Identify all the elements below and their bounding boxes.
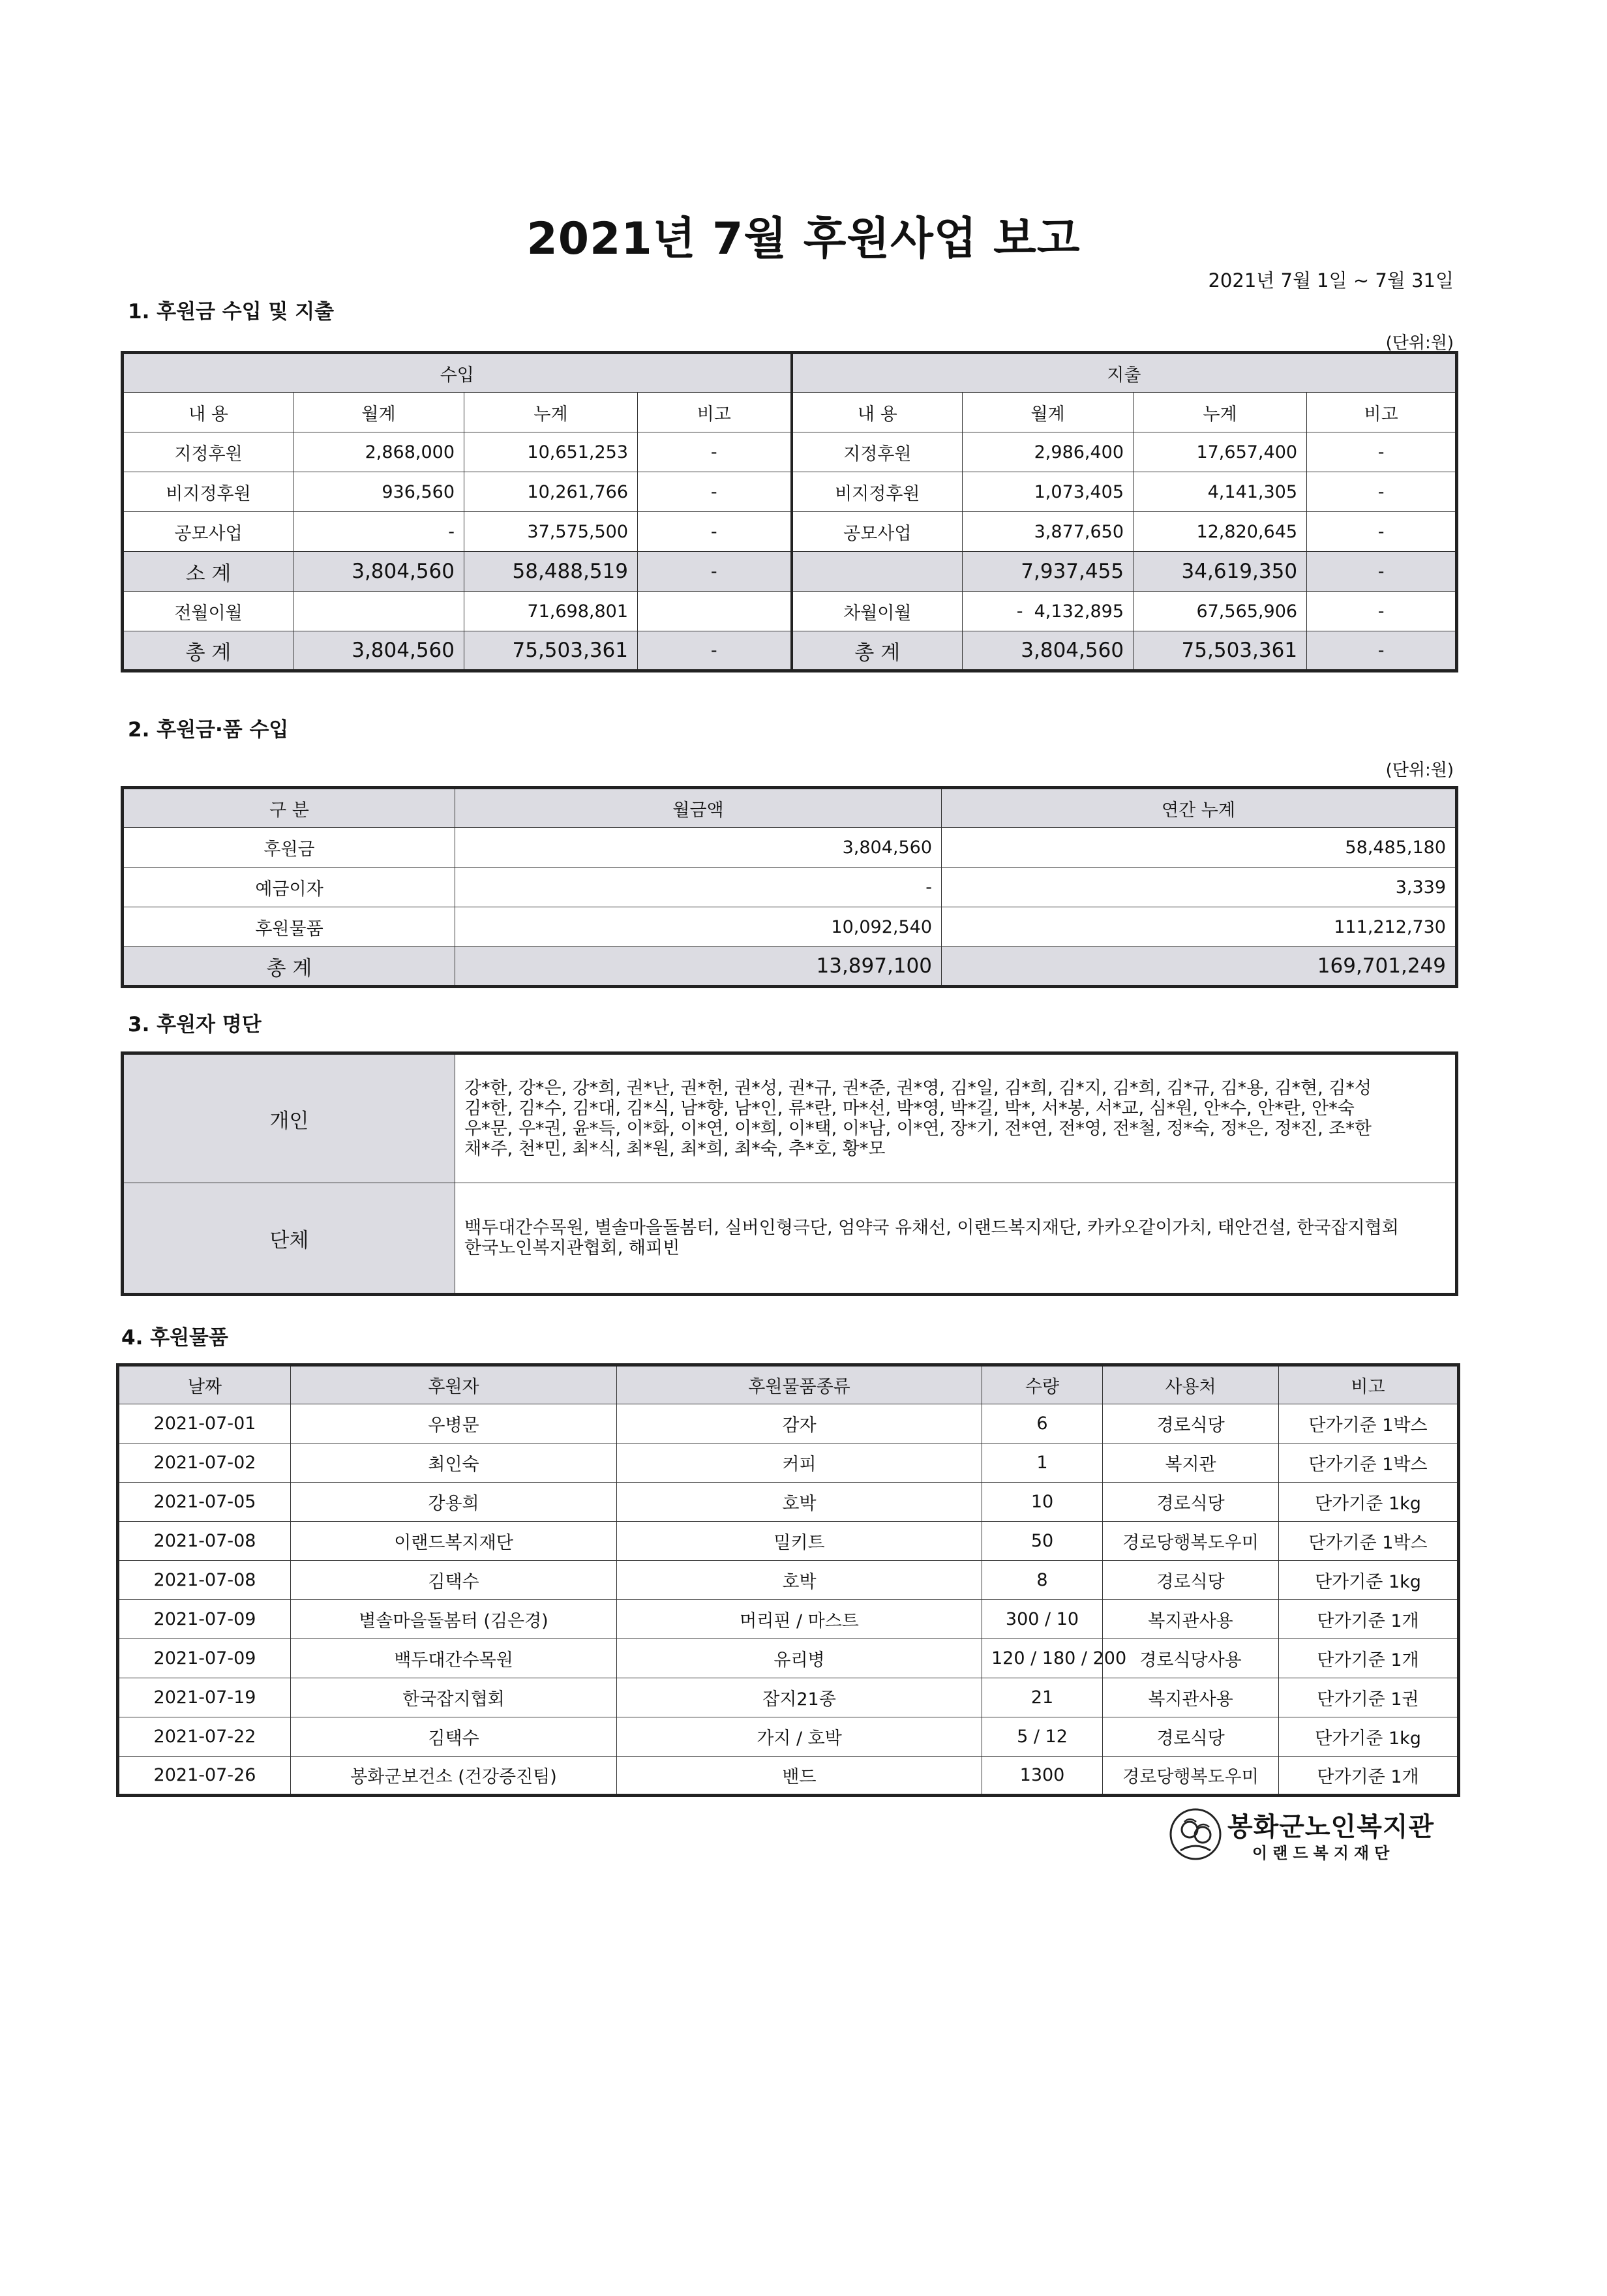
table-cell: 17,657,400: [1134, 432, 1307, 472]
section2-heading: 2. 후원금·품 수입: [128, 718, 289, 742]
group-donors-row: [123, 1183, 1457, 1295]
report-period: 2021년 7월 1일 ~ 7월 31일: [1208, 269, 1454, 292]
table-row: [123, 512, 1457, 552]
table-cell: 총 계: [792, 631, 963, 671]
column-header: 월금액: [455, 788, 942, 828]
table-cell: 58,485,180: [942, 828, 1457, 868]
table-cell: 복지관사용: [1103, 1600, 1279, 1639]
table-row: [123, 592, 1457, 631]
table-cell: 예금이자: [123, 868, 455, 907]
table-header-row: [123, 353, 1457, 393]
table-cell: -: [638, 631, 792, 671]
table-cell: -: [1307, 472, 1457, 512]
expense-header: 지출: [792, 353, 1457, 393]
table-cell: 120 / 180 / 200: [982, 1639, 1103, 1678]
table-cell: 지정후원: [792, 432, 963, 472]
individual-label: 개인: [123, 1053, 455, 1183]
table-cell: -: [638, 472, 792, 512]
table-cell: 감자: [617, 1404, 982, 1443]
table-cell: 단가기준 1kg: [1279, 1561, 1459, 1600]
table-cell: -: [1307, 512, 1457, 552]
table-cell: 1: [982, 1443, 1103, 1483]
table-row: [118, 1678, 1459, 1717]
table-cell: 봉화군보건소 (건강증진팀): [291, 1757, 617, 1796]
table-cell: 비지정후원: [792, 472, 963, 512]
table-cell: [293, 592, 464, 631]
table-row: [123, 907, 1457, 947]
column-header: 월계: [293, 393, 464, 432]
table-cell: 호박: [617, 1561, 982, 1600]
table-row: [123, 432, 1457, 472]
table-row: [123, 472, 1457, 512]
table-cell: 1300: [982, 1757, 1103, 1796]
table-cell: 67,565,906: [1134, 592, 1307, 631]
section3-heading: 3. 후원자 명단: [128, 1013, 262, 1036]
table-cell: 차월이월: [792, 592, 963, 631]
table-cell: 단가기준 1개: [1279, 1600, 1459, 1639]
table-row: [118, 1404, 1459, 1443]
table-cell: 김택수: [291, 1561, 617, 1600]
table-cell: 밀키트: [617, 1522, 982, 1561]
table-row: [118, 1483, 1459, 1522]
table-cell: 7,937,455: [963, 552, 1134, 592]
donation-income-table: [121, 786, 1458, 988]
section1-unit: (단위:원): [1385, 333, 1454, 353]
table-cell: 3,877,650: [963, 512, 1134, 552]
individual-donors-row: [123, 1053, 1457, 1183]
table-cell: 총 계: [123, 631, 293, 671]
donor-line: 백두대간수목원, 별솔마을돌봄터, 실버인형극단, 엄약국 유채선, 이랜드복지재단, 카카오같이가치, 태안건설, 한국잡지협회: [464, 1218, 1399, 1238]
donor-line: 강*한, 강*은, 강*희, 권*난, 권*헌, 권*성, 권*규, 권*준, 권*영, 김*일, 김*희, 김*지, 김*희, 김*규, 김*용, 김*현, 김*성: [464, 1078, 1372, 1098]
table-cell: 후원물품: [123, 907, 455, 947]
table-cell: -: [293, 512, 464, 552]
table-cell: 2021-07-19: [118, 1678, 291, 1717]
table-cell: 단가기준 1kg: [1279, 1483, 1459, 1522]
table-cell: 우병문: [291, 1404, 617, 1443]
organization-name: 봉화군노인복지관: [1227, 1812, 1435, 1842]
column-header: 내 용: [792, 393, 963, 432]
table-cell: 공모사업: [123, 512, 293, 552]
table-cell: 비지정후원: [123, 472, 293, 512]
table-cell: [638, 592, 792, 631]
table-row: [118, 1600, 1459, 1639]
table-cell: -: [638, 512, 792, 552]
table-cell: 3,804,560: [455, 828, 942, 868]
table-cell: 10,651,253: [464, 432, 638, 472]
section1-heading: 1. 후원금 수입 및 지출: [128, 300, 335, 324]
table-row: [118, 1757, 1459, 1796]
table-cell: 별솔마을돌봄터 (김은경): [291, 1600, 617, 1639]
table-cell: 111,212,730: [942, 907, 1457, 947]
table-cell: 강용희: [291, 1483, 617, 1522]
column-header: 비고: [638, 393, 792, 432]
table-column-row: [123, 393, 1457, 432]
table-cell: 총 계: [123, 947, 455, 987]
table-row: [118, 1561, 1459, 1600]
table-cell: 전월이월: [123, 592, 293, 631]
table-cell: -: [1307, 631, 1457, 671]
table-cell: 경로당행복도우미: [1103, 1757, 1279, 1796]
total-row: [123, 947, 1457, 987]
table-cell: 단가기준 1박스: [1279, 1522, 1459, 1561]
table-header-row: [123, 788, 1457, 828]
table-cell: 75,503,361: [464, 631, 638, 671]
table-cell: -: [638, 552, 792, 592]
table-cell: 3,339: [942, 868, 1457, 907]
table-cell: 잡지21종: [617, 1678, 982, 1717]
table-cell: 300 / 10: [982, 1600, 1103, 1639]
table-row: [123, 868, 1457, 907]
table-row: [118, 1522, 1459, 1561]
section4-heading: 4. 후원물품: [121, 1326, 228, 1350]
column-header: 비고: [1307, 393, 1457, 432]
donor-list-table: [121, 1051, 1458, 1296]
donated-goods-table: [116, 1363, 1460, 1797]
table-cell: 12,820,645: [1134, 512, 1307, 552]
table-cell: 최인숙: [291, 1443, 617, 1483]
table-cell: 37,575,500: [464, 512, 638, 552]
table-cell: 김택수: [291, 1717, 617, 1757]
table-cell: 경로식당: [1103, 1717, 1279, 1757]
donor-line: 한국노인복지관협회, 해피빈: [464, 1238, 680, 1258]
column-header: 비고: [1279, 1365, 1459, 1404]
column-header: 후원자: [291, 1365, 617, 1404]
table-cell: 2021-07-22: [118, 1717, 291, 1757]
table-cell: 5 / 12: [982, 1717, 1103, 1757]
table-cell: [792, 552, 963, 592]
table-header-row: [118, 1365, 1459, 1404]
table-cell: 머리핀 / 마스트: [617, 1600, 982, 1639]
table-cell: 2021-07-01: [118, 1404, 291, 1443]
table-cell: -: [1307, 552, 1457, 592]
table-cell: 71,698,801: [464, 592, 638, 631]
table-cell: 복지관: [1103, 1443, 1279, 1483]
group-donor-names: [455, 1183, 1457, 1295]
table-cell: 2,986,400: [963, 432, 1134, 472]
table-cell: 2021-07-26: [118, 1757, 291, 1796]
organization-logo: [1167, 1804, 1441, 1865]
table-cell: 10,261,766: [464, 472, 638, 512]
column-header: 날짜: [118, 1365, 291, 1404]
seal-elderly-faces-icon: [1167, 1804, 1224, 1865]
table-cell: -: [638, 432, 792, 472]
donor-line: 김*한, 김*수, 김*대, 김*식, 남*향, 남*인, 류*란, 마*선, 박*영, 박*길, 박*, 서*봉, 서*교, 심*원, 안*수, 안*란, 안*숙: [464, 1098, 1355, 1119]
table-cell: 10,092,540: [455, 907, 942, 947]
donor-line: 채*주, 천*민, 최*식, 최*원, 최*희, 최*숙, 추*호, 황*모: [464, 1139, 886, 1159]
column-header: 내 용: [123, 393, 293, 432]
table-cell: 21: [982, 1678, 1103, 1717]
income-header: 수입: [123, 353, 792, 393]
table-cell: 936,560: [293, 472, 464, 512]
table-cell: 호박: [617, 1483, 982, 1522]
column-header: 수량: [982, 1365, 1103, 1404]
table-cell: - 4,132,895: [963, 592, 1134, 631]
table-cell: 지정후원: [123, 432, 293, 472]
table-cell: 단가기준 1박스: [1279, 1404, 1459, 1443]
table-cell: 밴드: [617, 1757, 982, 1796]
table-cell: 4,141,305: [1134, 472, 1307, 512]
table-cell: 경로식당: [1103, 1404, 1279, 1443]
table-cell: 복지관사용: [1103, 1678, 1279, 1717]
table-cell: 백두대간수목원: [291, 1639, 617, 1678]
column-header: 사용처: [1103, 1365, 1279, 1404]
table-cell: 가지 / 호박: [617, 1717, 982, 1757]
table-cell: 2,868,000: [293, 432, 464, 472]
table-row: [118, 1639, 1459, 1678]
table-cell: -: [1307, 592, 1457, 631]
table-cell: 후원금: [123, 828, 455, 868]
table-cell: 2021-07-08: [118, 1522, 291, 1561]
table-cell: 169,701,249: [942, 947, 1457, 987]
table-cell: 6: [982, 1404, 1103, 1443]
table-cell: 10: [982, 1483, 1103, 1522]
table-cell: 유리병: [617, 1639, 982, 1678]
column-header: 구 분: [123, 788, 455, 828]
table-row: [118, 1443, 1459, 1483]
table-cell: 2021-07-09: [118, 1600, 291, 1639]
table-cell: 2021-07-02: [118, 1443, 291, 1483]
table-cell: 단가기준 1개: [1279, 1639, 1459, 1678]
table-cell: 1,073,405: [963, 472, 1134, 512]
table-cell: 3,804,560: [963, 631, 1134, 671]
column-header: 누계: [464, 393, 638, 432]
table-cell: 13,897,100: [455, 947, 942, 987]
table-cell: 소 계: [123, 552, 293, 592]
table-cell: 경로식당사용: [1103, 1639, 1279, 1678]
table-cell: 경로식당: [1103, 1561, 1279, 1600]
table-cell: 2021-07-05: [118, 1483, 291, 1522]
individual-donor-names: [455, 1053, 1457, 1183]
table-cell: -: [455, 868, 942, 907]
total-row: [123, 631, 1457, 671]
column-header: 누계: [1134, 393, 1307, 432]
section2-unit: (단위:원): [1385, 761, 1454, 780]
table-cell: 34,619,350: [1134, 552, 1307, 592]
table-cell: 이랜드복지재단: [291, 1522, 617, 1561]
column-header: 월계: [963, 393, 1134, 432]
column-header: 후원물품종류: [617, 1365, 982, 1404]
table-cell: 공모사업: [792, 512, 963, 552]
group-label: 단체: [123, 1183, 455, 1295]
table-cell: 경로당행복도우미: [1103, 1522, 1279, 1561]
table-cell: 8: [982, 1561, 1103, 1600]
table-cell: -: [1307, 432, 1457, 472]
table-cell: 2021-07-08: [118, 1561, 291, 1600]
table-cell: 경로식당: [1103, 1483, 1279, 1522]
table-cell: 75,503,361: [1134, 631, 1307, 671]
donor-line: 우*문, 우*권, 윤*득, 이*화, 이*연, 이*희, 이*택, 이*남, 이*연, 장*기, 전*연, 전*영, 전*철, 정*숙, 정*은, 정*진, 조*한: [464, 1119, 1372, 1139]
table-cell: 단가기준 1개: [1279, 1757, 1459, 1796]
table-row: [118, 1717, 1459, 1757]
table-cell: 2021-07-09: [118, 1639, 291, 1678]
page-title: 2021년 7월 후원사업 보고: [526, 213, 1081, 265]
table-cell: 단가기준 1권: [1279, 1678, 1459, 1717]
income-expense-table: [121, 351, 1458, 672]
table-cell: 단가기준 1kg: [1279, 1717, 1459, 1757]
table-cell: 3,804,560: [293, 552, 464, 592]
table-cell: 단가기준 1박스: [1279, 1443, 1459, 1483]
table-cell: 한국잡지협회: [291, 1678, 617, 1717]
table-cell: 3,804,560: [293, 631, 464, 671]
table-cell: 58,488,519: [464, 552, 638, 592]
table-row: [123, 828, 1457, 868]
table-cell: 50: [982, 1522, 1103, 1561]
organization-foundation: 이랜드복지재단: [1252, 1844, 1395, 1862]
column-header: 연간 누계: [942, 788, 1457, 828]
table-cell: 커피: [617, 1443, 982, 1483]
subtotal-row: [123, 552, 1457, 592]
